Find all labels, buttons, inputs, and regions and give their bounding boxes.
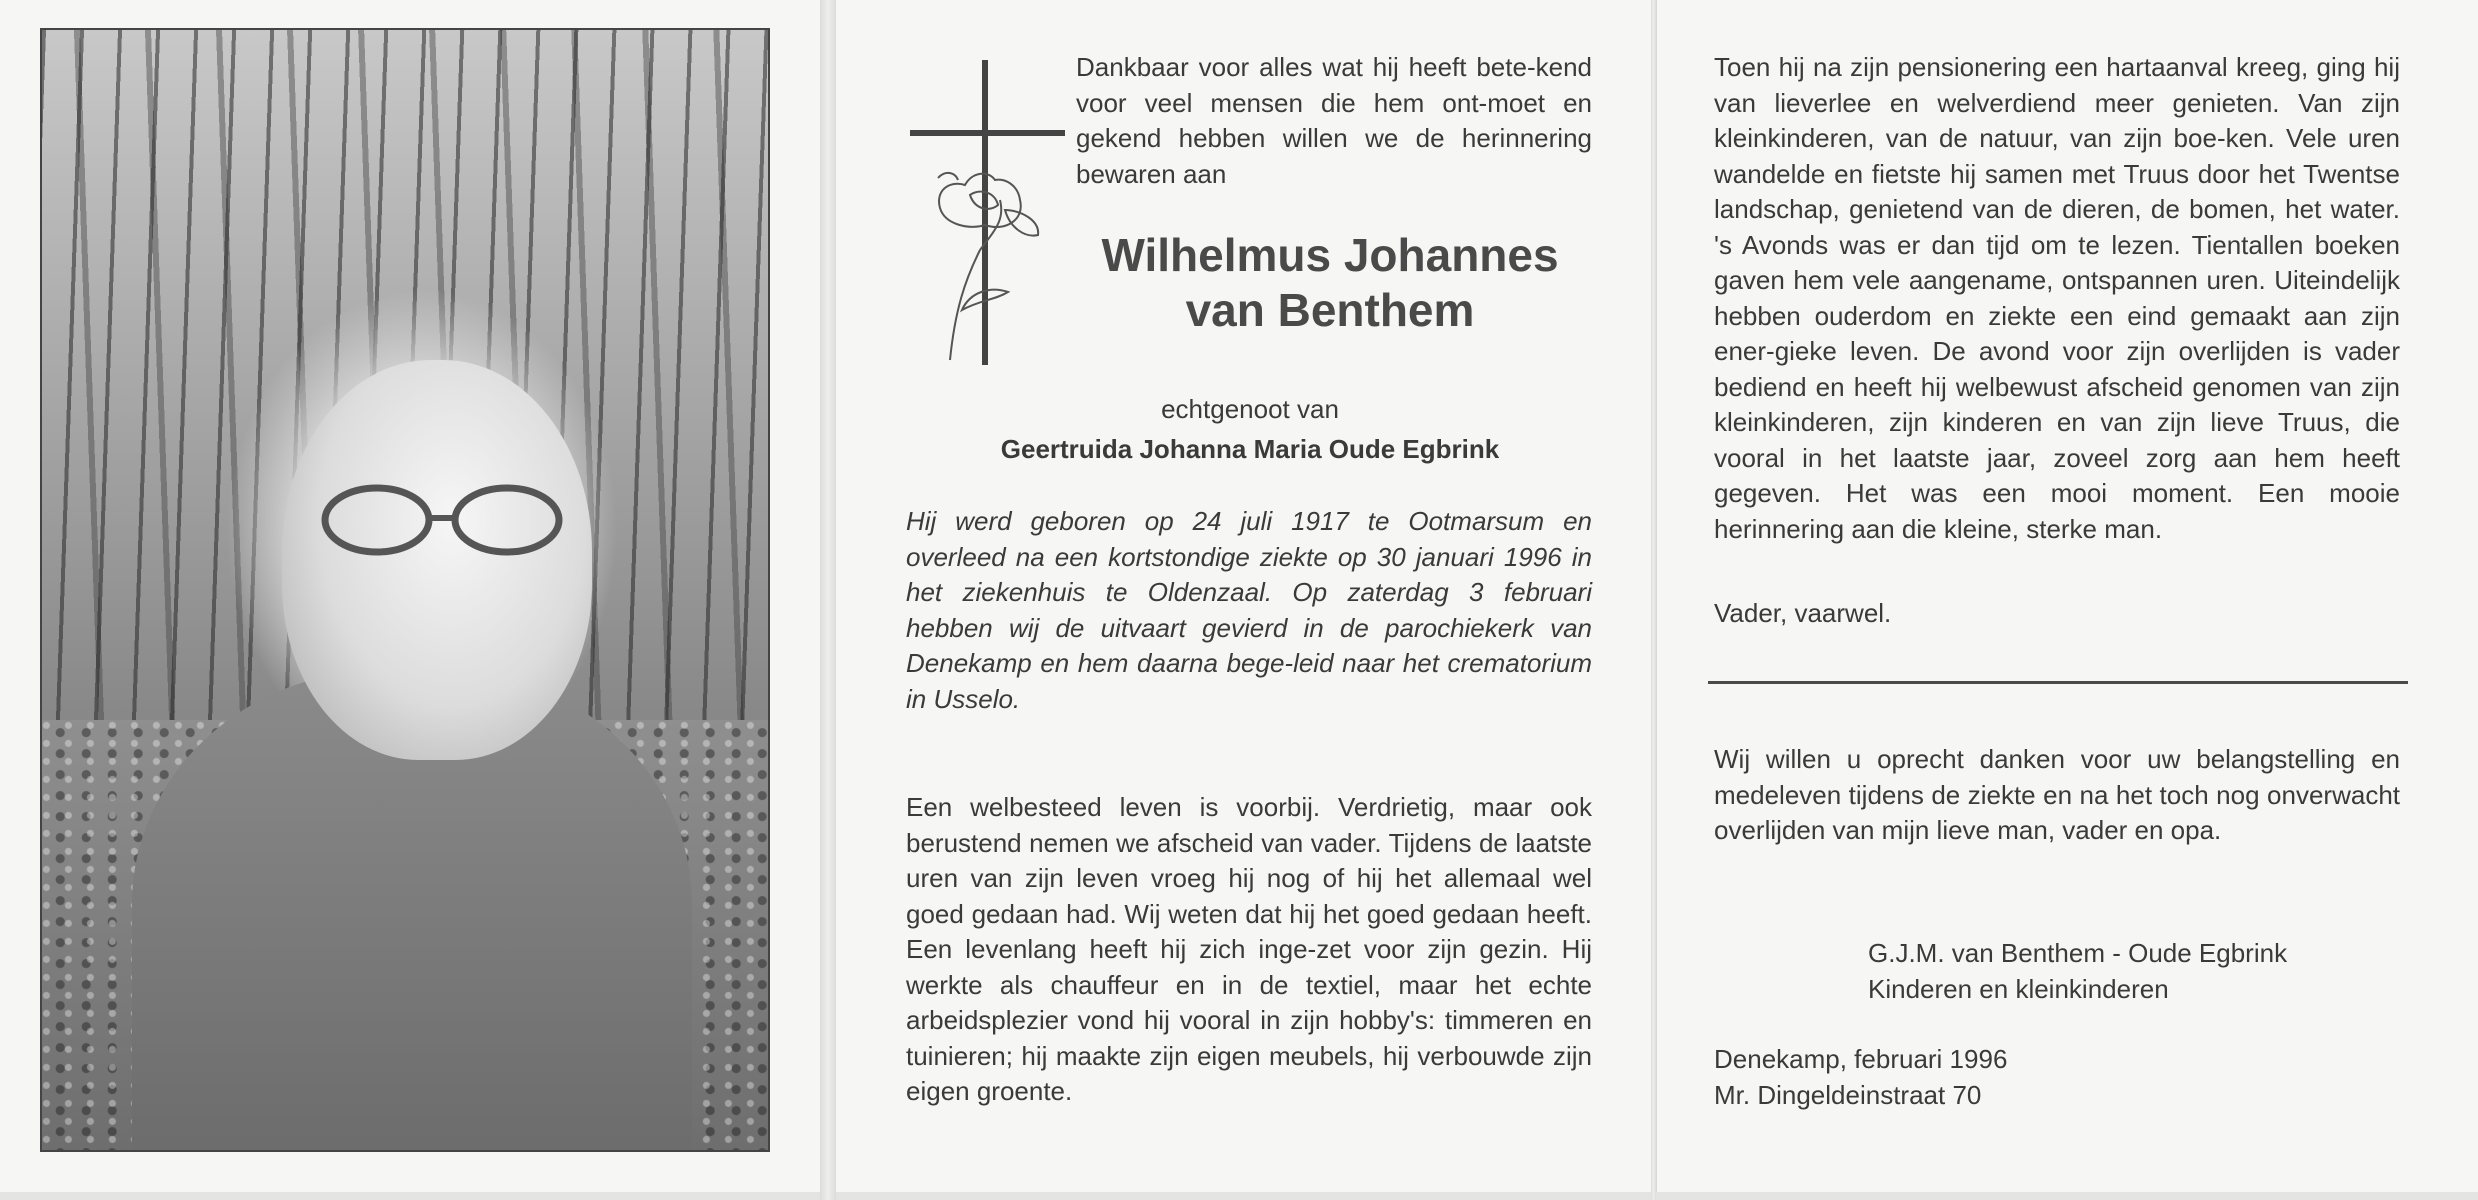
spouse-name: Geertruida Johanna Maria Oude Egbrink: [1000, 434, 1500, 464]
divider-line: [1708, 681, 2408, 684]
deceased-surname: van Benthem: [1185, 284, 1475, 336]
portrait-photo: [40, 28, 770, 1152]
glasses-icon: [317, 480, 567, 560]
intro-text: Dankbaar voor alles wat hij heeft bete-kend voor veel mensen die hem ont-moet en gekend hebben willen we de herinnering bewaren aan: [1076, 52, 1592, 189]
spouse-label: echtgenoot van: [1161, 394, 1339, 424]
life-paragraph: Een welbesteed leven is voorbij. Verdrietig, maar ook berustend nemen we afscheid van vader. Tijdens de laatste uren van zijn leven vroeg hij nog of hij het allemaal wel goed gedaan had. Wij weten dat hij het goed gedaan heeft. Een levenlang heeft hij zich inge-zet voor zijn gezin. Hij werkte als chauffeur en in de textiel, maar het echte arbeidsplezier vond hij vooral in zijn hobby's: timmeren en tuinieren; hij maakte zijn eigen meubels, hij verbouwde zijn eigen groente.: [906, 792, 1592, 1106]
address: Mr. Dingeldeinstraat 70: [1714, 1080, 1982, 1110]
signature-names: G.J.M. van Benthem - Oude Egbrink: [1868, 938, 2288, 968]
fold-left: [820, 0, 836, 1200]
left-panel: [0, 0, 821, 1192]
signature-family: Kinderen en kleinkinderen: [1868, 974, 2169, 1004]
cross-with-rose-icon: [910, 60, 1070, 370]
deceased-name: Wilhelmus Johannes: [1101, 229, 1559, 281]
photo-face: [282, 360, 592, 760]
retirement-paragraph: Toen hij na zijn pensionering een hartaanval kreeg, ging hij van lieverlee en welverdiend meer genieten. Van zijn kleinkinderen, van de natuur, van zijn boe-ken. Vele uren wandelde en fietste hij samen met Truus door het Twentse landschap, genietend van de dieren, de bomen, het water. 's Avonds was er dan tijd om te lezen. Tientallen boeken gaven hem vele aangename, ontspannen uren. Uiteindelijk hebben ouderdom en ziekte een eind gemaakt aan zijn ener-gieke leven. De avond voor zijn overlijden is vader bediend en heeft hij welbewust afscheid genomen van zijn kleinkinderen, zijn kinderen en van zijn lieve Truus, die vooral in het laatste jaar, zoveel zorg aan hem heeft gegeven. Het was een mooi moment. Een mooie herinnering aan die kleine, sterke man.: [1714, 52, 2400, 544]
place-date: Denekamp, februari 1996: [1714, 1044, 2008, 1074]
thanks-paragraph: Wij willen u oprecht danken voor uw belangstelling en medeleven tijdens de ziekte en na het toch nog onverwacht overlijden van mijn lieve man, vader en opa.: [1714, 744, 2400, 845]
farewell-line: Vader, vaarwel.: [1714, 598, 1892, 628]
birth-death-paragraph: Hij werd geboren op 24 juli 1917 te Ootmarsum en overleed na een kortstondige ziekte op 30 januari 1996 in het ziekenhuis te Oldenzaal. Op zaterdag 3 februari hebben wij de uitvaart gevierd in de parochiekerk van Denekamp en hem daarna bege-leid naar het crematorium in Usselo.: [906, 506, 1592, 714]
